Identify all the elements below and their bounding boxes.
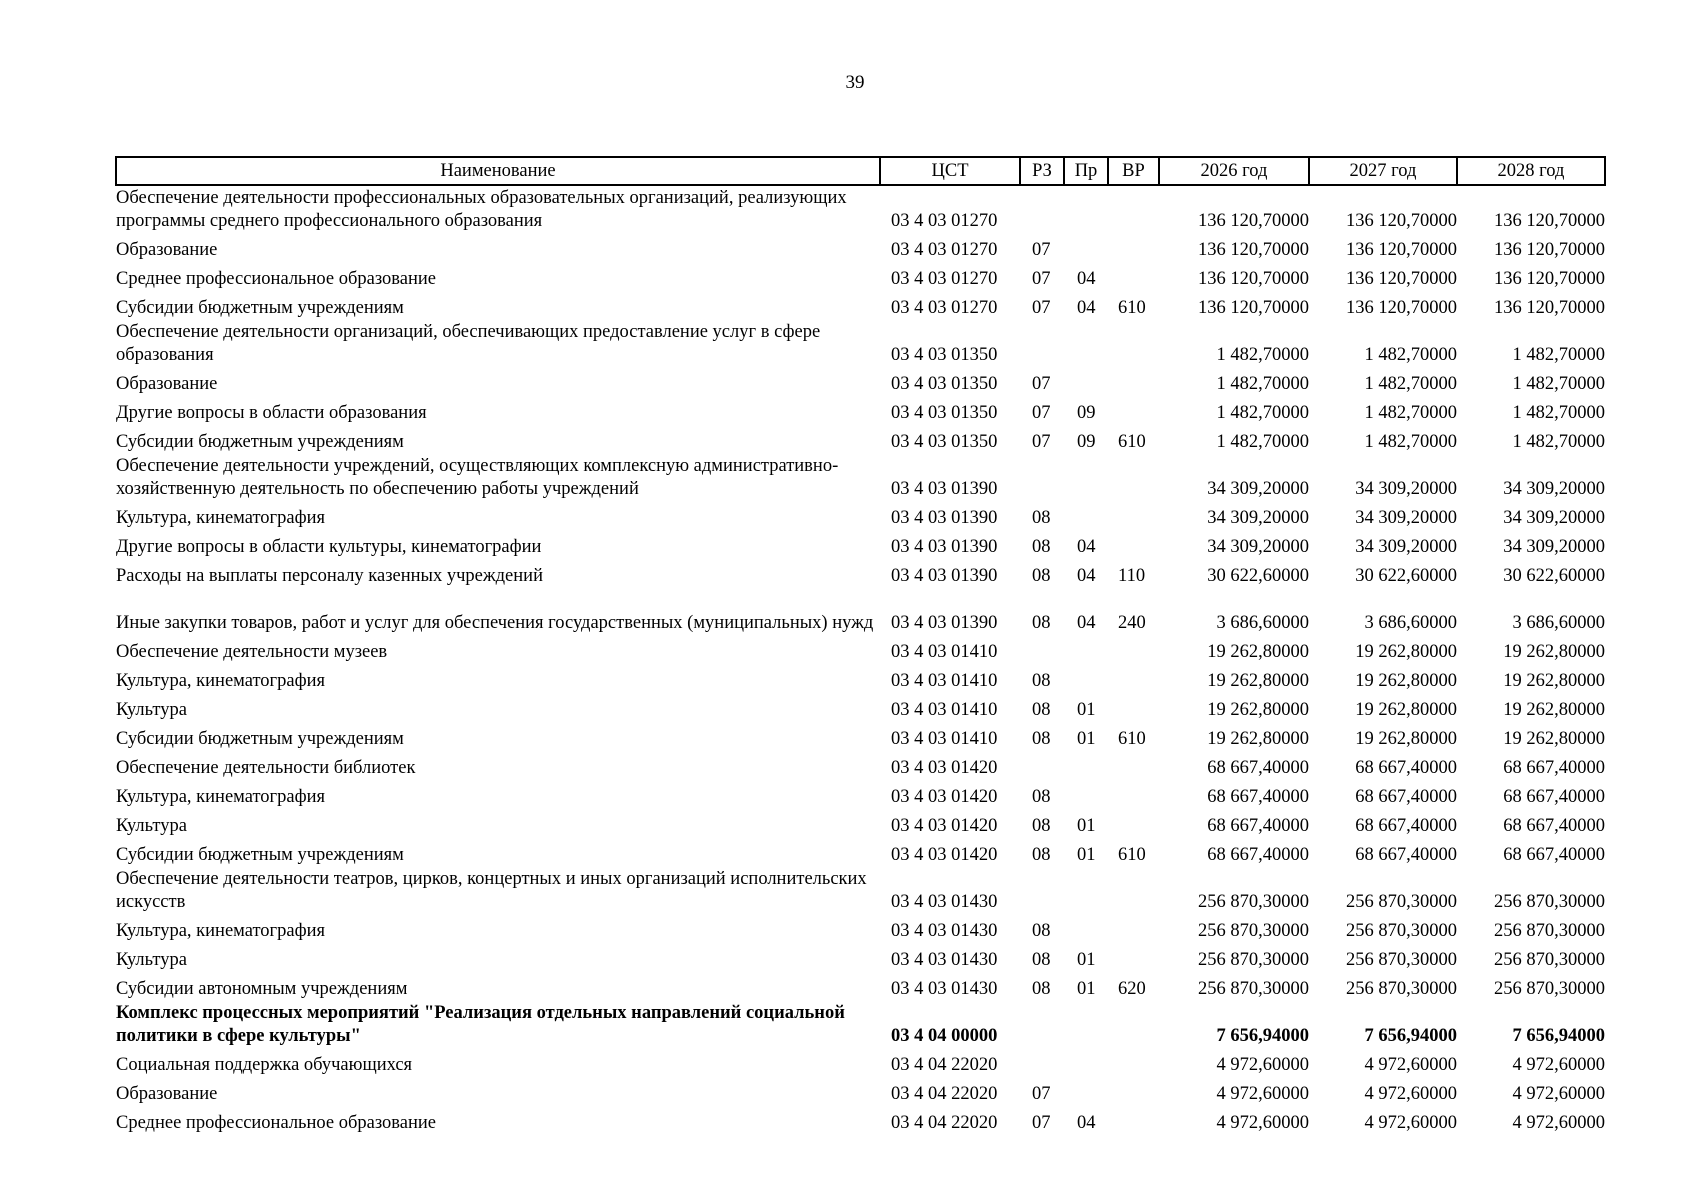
cell-rz <box>1020 185 1064 233</box>
cell-vr <box>1108 664 1159 693</box>
cell-rz: 07 <box>1032 432 1051 452</box>
cell-vr <box>1108 1106 1159 1135</box>
cell-rz: 08 <box>1032 979 1051 999</box>
cell-2026: 4 972,60000 <box>1216 1113 1309 1133</box>
header-pr: Пр <box>1064 157 1108 185</box>
cell-vr: 240 <box>1118 613 1146 633</box>
cell-2028: 256 870,30000 <box>1494 921 1605 941</box>
cell-2027: 30 622,60000 <box>1355 566 1457 586</box>
cell-2027: 1 482,70000 <box>1364 345 1457 365</box>
cell-vr: 110 <box>1118 566 1146 586</box>
table-row <box>116 185 1605 233</box>
cell-2026: 256 870,30000 <box>1198 892 1309 912</box>
cell-rz: 08 <box>1032 787 1051 807</box>
cell-2026: 1 482,70000 <box>1216 345 1309 365</box>
cell-2026: 34 309,20000 <box>1207 508 1309 528</box>
cell-name: Субсидии бюджетным учреждениям <box>116 845 404 865</box>
cell-pr <box>1064 501 1108 530</box>
cell-pr <box>1064 367 1108 396</box>
cell-2028: 136 120,70000 <box>1494 211 1605 231</box>
cell-name: Субсидии бюджетным учреждениям <box>116 432 404 452</box>
cell-rz <box>1020 1048 1064 1077</box>
table-row <box>116 867 1605 914</box>
cell-2028: 19 262,80000 <box>1503 642 1605 662</box>
cell-rz: 07 <box>1032 1084 1051 1104</box>
table-row <box>116 664 1605 693</box>
cell-rz <box>1020 454 1064 501</box>
table-row <box>116 262 1605 291</box>
cell-2026: 19 262,80000 <box>1207 729 1309 749</box>
table-row <box>116 914 1605 943</box>
cell-2028: 34 309,20000 <box>1503 537 1605 557</box>
cell-2026: 30 622,60000 <box>1207 566 1309 586</box>
header-name: Наименование <box>116 157 880 185</box>
cell-name: Расходы на выплаты персоналу казенных учреждений <box>116 566 543 586</box>
cell-cst: 03 4 03 01350 <box>891 345 998 365</box>
cell-vr <box>1108 1001 1159 1048</box>
cell-vr <box>1108 914 1159 943</box>
cell-cst: 03 4 03 01350 <box>891 374 998 394</box>
table-row <box>116 751 1605 780</box>
cell-2027: 136 120,70000 <box>1346 240 1457 260</box>
cell-pr: 01 <box>1077 729 1096 749</box>
cell-rz <box>1020 867 1064 914</box>
cell-pr: 04 <box>1077 537 1096 557</box>
cell-2028: 1 482,70000 <box>1512 403 1605 423</box>
cell-2027: 1 482,70000 <box>1364 403 1457 423</box>
cell-vr: 610 <box>1118 298 1146 318</box>
cell-2028: 256 870,30000 <box>1494 892 1605 912</box>
table-row <box>116 320 1605 367</box>
cell-cst: 03 4 03 01270 <box>891 269 998 289</box>
table-row <box>116 559 1605 588</box>
cell-2026: 34 309,20000 <box>1207 479 1309 499</box>
cell-pr <box>1064 635 1108 664</box>
cell-2028: 256 870,30000 <box>1494 979 1605 999</box>
cell-rz: 08 <box>1032 845 1051 865</box>
cell-2027: 68 667,40000 <box>1355 816 1457 836</box>
cell-name: Культура, кинематография <box>116 671 326 691</box>
cell-2026: 256 870,30000 <box>1198 921 1309 941</box>
cell-2026: 136 120,70000 <box>1198 211 1309 231</box>
cell-2027: 4 972,60000 <box>1364 1084 1457 1104</box>
cell-2028: 19 262,80000 <box>1503 700 1605 720</box>
cell-2027: 4 972,60000 <box>1364 1055 1457 1075</box>
cell-2028: 1 482,70000 <box>1512 374 1605 394</box>
cell-cst: 03 4 03 01350 <box>891 432 998 452</box>
cell-name: Среднее профессиональное образование <box>116 1113 436 1133</box>
table-row <box>116 943 1605 972</box>
cell-cst: 03 4 03 01270 <box>891 211 998 231</box>
cell-rz: 07 <box>1032 403 1051 423</box>
cell-2027: 256 870,30000 <box>1346 950 1457 970</box>
cell-vr <box>1108 233 1159 262</box>
cell-2027: 19 262,80000 <box>1355 642 1457 662</box>
cell-pr: 04 <box>1077 269 1096 289</box>
cell-name: Культура <box>116 700 187 720</box>
cell-2028: 34 309,20000 <box>1503 508 1605 528</box>
cell-name: Культура <box>116 950 187 970</box>
cell-2027: 19 262,80000 <box>1355 700 1457 720</box>
cell-vr <box>1108 1077 1159 1106</box>
cell-rz: 08 <box>1032 613 1051 633</box>
cell-vr <box>1108 1048 1159 1077</box>
cell-2027: 68 667,40000 <box>1355 787 1457 807</box>
budget-table <box>115 156 1606 1135</box>
cell-vr <box>1108 262 1159 291</box>
cell-2027: 19 262,80000 <box>1355 671 1457 691</box>
header-2027: 2027 год <box>1309 157 1457 185</box>
table-row <box>116 722 1605 751</box>
cell-rz: 08 <box>1032 816 1051 836</box>
header-rz: РЗ <box>1020 157 1064 185</box>
cell-pr: 09 <box>1077 432 1096 452</box>
cell-name: Обеспечение деятельности театров, цирков, концертных и иных организаций исполнительских искусств <box>116 869 867 912</box>
cell-vr: 610 <box>1118 845 1146 865</box>
cell-2028: 68 667,40000 <box>1503 787 1605 807</box>
header-vr: ВР <box>1108 157 1159 185</box>
table-row <box>116 1048 1605 1077</box>
cell-pr <box>1064 320 1108 367</box>
table-row <box>116 396 1605 425</box>
cell-2028: 136 120,70000 <box>1494 269 1605 289</box>
cell-cst: 03 4 04 22020 <box>891 1055 998 1075</box>
cell-2026: 19 262,80000 <box>1207 671 1309 691</box>
cell-vr <box>1108 396 1159 425</box>
header-cst: ЦСТ <box>880 157 1020 185</box>
table-row <box>116 588 1605 635</box>
cell-rz: 08 <box>1032 671 1051 691</box>
cell-2028: 136 120,70000 <box>1494 298 1605 318</box>
cell-cst: 03 4 03 01410 <box>891 671 998 691</box>
table-row <box>116 291 1605 320</box>
cell-rz: 07 <box>1032 374 1051 394</box>
cell-2028: 3 686,60000 <box>1512 613 1605 633</box>
cell-name: Образование <box>116 240 218 260</box>
cell-2028: 68 667,40000 <box>1503 758 1605 778</box>
cell-rz: 07 <box>1032 298 1051 318</box>
cell-name: Культура, кинематография <box>116 508 326 528</box>
cell-pr <box>1064 1077 1108 1106</box>
cell-vr <box>1108 185 1159 233</box>
cell-vr <box>1108 454 1159 501</box>
cell-vr: 620 <box>1118 979 1146 999</box>
cell-2026: 3 686,60000 <box>1216 613 1309 633</box>
cell-cst: 03 4 03 01390 <box>891 613 998 633</box>
cell-pr: 01 <box>1077 700 1096 720</box>
cell-name: Субсидии бюджетным учреждениям <box>116 729 404 749</box>
cell-2026: 136 120,70000 <box>1198 269 1309 289</box>
cell-name: Культура <box>116 816 187 836</box>
cell-rz <box>1020 1001 1064 1048</box>
cell-cst: 03 4 03 01430 <box>891 950 998 970</box>
cell-name: Образование <box>116 374 218 394</box>
cell-vr <box>1108 530 1159 559</box>
cell-vr <box>1108 867 1159 914</box>
cell-cst: 03 4 03 01430 <box>891 979 998 999</box>
cell-2026: 68 667,40000 <box>1207 787 1309 807</box>
cell-2027: 256 870,30000 <box>1346 921 1457 941</box>
cell-name: Обеспечение деятельности организаций, обеспечивающих предоставление услуг в сфере образования <box>116 322 821 365</box>
cell-cst: 03 4 03 01350 <box>891 403 998 423</box>
cell-2028: 30 622,60000 <box>1503 566 1605 586</box>
cell-name: Среднее профессиональное образование <box>116 269 436 289</box>
cell-2028: 136 120,70000 <box>1494 240 1605 260</box>
cell-2027: 7 656,94000 <box>1364 1026 1457 1046</box>
cell-2027: 19 262,80000 <box>1355 729 1457 749</box>
table-row <box>116 454 1605 501</box>
cell-2026: 1 482,70000 <box>1216 432 1309 452</box>
table-row <box>116 367 1605 396</box>
cell-2028: 7 656,94000 <box>1512 1026 1605 1046</box>
cell-2028: 4 972,60000 <box>1512 1055 1605 1075</box>
cell-2027: 34 309,20000 <box>1355 479 1457 499</box>
cell-2026: 7 656,94000 <box>1216 1026 1309 1046</box>
cell-2027: 68 667,40000 <box>1355 845 1457 865</box>
cell-cst: 03 4 04 00000 <box>891 1026 998 1046</box>
cell-pr <box>1064 664 1108 693</box>
cell-vr <box>1108 693 1159 722</box>
cell-2028: 68 667,40000 <box>1503 845 1605 865</box>
cell-2026: 68 667,40000 <box>1207 845 1309 865</box>
cell-2026: 256 870,30000 <box>1198 950 1309 970</box>
cell-2028: 34 309,20000 <box>1503 479 1605 499</box>
cell-cst: 03 4 03 01410 <box>891 729 998 749</box>
cell-2026: 4 972,60000 <box>1216 1084 1309 1104</box>
cell-cst: 03 4 04 22020 <box>891 1084 998 1104</box>
cell-2026: 34 309,20000 <box>1207 537 1309 557</box>
cell-2026: 136 120,70000 <box>1198 240 1309 260</box>
cell-pr: 01 <box>1077 950 1096 970</box>
cell-rz: 08 <box>1032 537 1051 557</box>
cell-cst: 03 4 03 01420 <box>891 787 998 807</box>
cell-2026: 68 667,40000 <box>1207 816 1309 836</box>
cell-2027: 68 667,40000 <box>1355 758 1457 778</box>
cell-vr <box>1108 320 1159 367</box>
cell-name: Субсидии автономным учреждениям <box>116 979 408 999</box>
cell-name: Комплекс процессных мероприятий "Реализация отдельных направлений социальной политики в сфере культуры" <box>116 1003 845 1046</box>
header-2028: 2028 год <box>1457 157 1605 185</box>
cell-2026: 1 482,70000 <box>1216 403 1309 423</box>
cell-2027: 4 972,60000 <box>1364 1113 1457 1133</box>
cell-2026: 19 262,80000 <box>1207 700 1309 720</box>
cell-pr: 01 <box>1077 816 1096 836</box>
cell-2027: 256 870,30000 <box>1346 892 1457 912</box>
table-row <box>116 693 1605 722</box>
cell-vr <box>1108 751 1159 780</box>
cell-rz: 08 <box>1032 729 1051 749</box>
cell-rz: 08 <box>1032 700 1051 720</box>
cell-cst: 03 4 03 01410 <box>891 642 998 662</box>
cell-rz: 08 <box>1032 950 1051 970</box>
cell-rz: 08 <box>1032 508 1051 528</box>
cell-2028: 4 972,60000 <box>1512 1113 1605 1133</box>
cell-cst: 03 4 03 01390 <box>891 566 998 586</box>
cell-pr: 04 <box>1077 298 1096 318</box>
cell-pr: 09 <box>1077 403 1096 423</box>
cell-cst: 03 4 03 01420 <box>891 758 998 778</box>
cell-2027: 3 686,60000 <box>1364 613 1457 633</box>
cell-2028: 19 262,80000 <box>1503 729 1605 749</box>
cell-pr <box>1064 780 1108 809</box>
page-number: 39 <box>845 72 865 93</box>
cell-2027: 34 309,20000 <box>1355 537 1457 557</box>
cell-cst: 03 4 03 01390 <box>891 537 998 557</box>
cell-pr <box>1064 914 1108 943</box>
cell-2026: 136 120,70000 <box>1198 298 1309 318</box>
cell-name: Культура, кинематография <box>116 787 326 807</box>
cell-2027: 136 120,70000 <box>1346 298 1457 318</box>
cell-2028: 1 482,70000 <box>1512 345 1605 365</box>
cell-2026: 256 870,30000 <box>1198 979 1309 999</box>
cell-cst: 03 4 03 01270 <box>891 298 998 318</box>
cell-rz: 07 <box>1032 1113 1051 1133</box>
cell-pr: 01 <box>1077 979 1096 999</box>
table-row <box>116 1077 1605 1106</box>
table-row <box>116 501 1605 530</box>
cell-pr <box>1064 1001 1108 1048</box>
table-row <box>116 425 1605 454</box>
cell-name: Другие вопросы в области культуры, кинематографии <box>116 537 542 557</box>
cell-name: Субсидии бюджетным учреждениям <box>116 298 404 318</box>
cell-name: Культура, кинематография <box>116 921 326 941</box>
cell-2028: 19 262,80000 <box>1503 671 1605 691</box>
cell-vr <box>1108 943 1159 972</box>
cell-vr <box>1108 501 1159 530</box>
cell-2026: 19 262,80000 <box>1207 642 1309 662</box>
cell-name: Обеспечение деятельности профессиональных образовательных организаций, реализующих программы среднего профессионального образования <box>116 188 847 231</box>
cell-vr <box>1108 635 1159 664</box>
cell-rz <box>1020 751 1064 780</box>
table-row <box>116 809 1605 838</box>
cell-pr: 04 <box>1077 613 1096 633</box>
table-row <box>116 972 1605 1001</box>
cell-cst: 03 4 03 01420 <box>891 816 998 836</box>
header-2026: 2026 год <box>1159 157 1309 185</box>
cell-2028: 1 482,70000 <box>1512 432 1605 452</box>
cell-2028: 256 870,30000 <box>1494 950 1605 970</box>
cell-cst: 03 4 03 01270 <box>891 240 998 260</box>
cell-name: Обеспечение деятельности учреждений, осуществляющих комплексную административно-хозяйственную деятельность по обеспечению работы учреждений <box>116 456 839 499</box>
cell-vr <box>1108 809 1159 838</box>
cell-cst: 03 4 03 01390 <box>891 508 998 528</box>
table-row <box>116 233 1605 262</box>
cell-vr <box>1108 367 1159 396</box>
cell-2026: 1 482,70000 <box>1216 374 1309 394</box>
cell-pr: 04 <box>1077 566 1096 586</box>
cell-2027: 256 870,30000 <box>1346 979 1457 999</box>
cell-rz: 08 <box>1032 921 1051 941</box>
cell-rz: 08 <box>1032 566 1051 586</box>
cell-pr: 04 <box>1077 1113 1096 1133</box>
cell-vr <box>1108 780 1159 809</box>
cell-name: Другие вопросы в области образования <box>116 403 427 423</box>
cell-rz: 07 <box>1032 240 1051 260</box>
cell-name: Обеспечение деятельности библиотек <box>116 758 416 778</box>
cell-2027: 34 309,20000 <box>1355 508 1457 528</box>
cell-cst: 03 4 03 01430 <box>891 921 998 941</box>
cell-name: Социальная поддержка обучающихся <box>116 1055 413 1075</box>
cell-name: Образование <box>116 1084 218 1104</box>
table-row <box>116 635 1605 664</box>
cell-pr <box>1064 751 1108 780</box>
cell-2026: 68 667,40000 <box>1207 758 1309 778</box>
cell-pr <box>1064 454 1108 501</box>
cell-cst: 03 4 03 01410 <box>891 700 998 720</box>
table-row <box>116 1106 1605 1135</box>
cell-2027: 136 120,70000 <box>1346 269 1457 289</box>
cell-vr: 610 <box>1118 432 1146 452</box>
cell-cst: 03 4 03 01390 <box>891 479 998 499</box>
cell-2027: 1 482,70000 <box>1364 374 1457 394</box>
cell-pr: 01 <box>1077 845 1096 865</box>
cell-2027: 136 120,70000 <box>1346 211 1457 231</box>
cell-2028: 68 667,40000 <box>1503 816 1605 836</box>
table-header-row <box>116 157 1605 185</box>
cell-rz <box>1020 320 1064 367</box>
table-row-section <box>116 1001 1605 1048</box>
table-row <box>116 780 1605 809</box>
cell-pr <box>1064 233 1108 262</box>
cell-pr <box>1064 1048 1108 1077</box>
cell-cst: 03 4 04 22020 <box>891 1113 998 1133</box>
table-row <box>116 530 1605 559</box>
cell-cst: 03 4 03 01420 <box>891 845 998 865</box>
cell-pr <box>1064 185 1108 233</box>
cell-cst: 03 4 03 01430 <box>891 892 998 912</box>
cell-vr: 610 <box>1118 729 1146 749</box>
cell-rz: 07 <box>1032 269 1051 289</box>
cell-rz <box>1020 635 1064 664</box>
cell-name: Обеспечение деятельности музеев <box>116 642 388 662</box>
cell-pr <box>1064 867 1108 914</box>
cell-2028: 4 972,60000 <box>1512 1084 1605 1104</box>
cell-name: Иные закупки товаров, работ и услуг для обеспечения государственных (муниципальных) нужд <box>116 613 874 633</box>
table-row <box>116 838 1605 867</box>
cell-2027: 1 482,70000 <box>1364 432 1457 452</box>
cell-2026: 4 972,60000 <box>1216 1055 1309 1075</box>
